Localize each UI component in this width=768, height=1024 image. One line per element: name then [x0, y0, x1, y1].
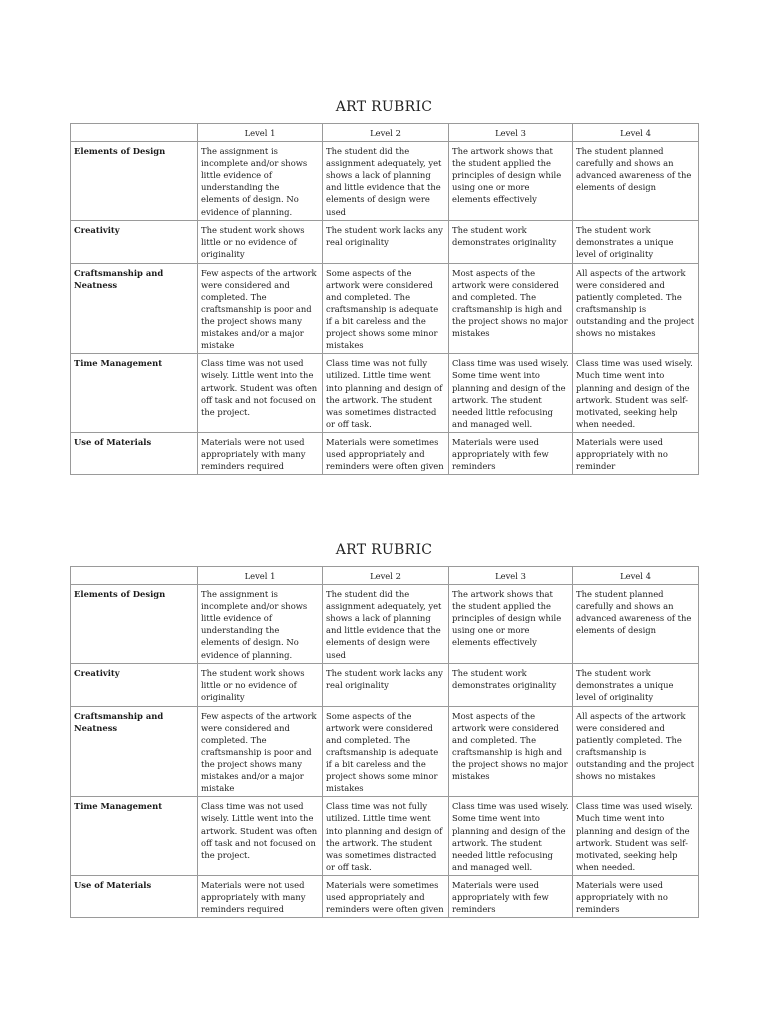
table-row: [71, 263, 699, 354]
criterion-label: Time Management: [71, 354, 198, 433]
level-header: Level 1: [198, 567, 323, 585]
table-cell: The student work demonstrates a unique level of originality: [573, 220, 699, 263]
table-cell: Materials were sometimes used appropriately and reminders were often given: [323, 875, 449, 917]
criterion-label: Elements of Design: [71, 142, 198, 221]
table-cell: The student work demonstrates a unique level of originality: [573, 663, 699, 706]
table-row: [71, 354, 699, 433]
level-header: Level 2: [323, 124, 449, 142]
table-cell: The student planned carefully and shows an advanced awareness of the elements of design: [573, 142, 699, 221]
corner-cell: [71, 124, 198, 142]
table-row: [71, 220, 699, 263]
table-row: [71, 585, 699, 664]
criterion-label: Use of Materials: [71, 432, 198, 474]
rubric-title: ART RUBRIC: [335, 99, 433, 115]
table-cell: Few aspects of the artwork were considered and completed. The craftsmanship is poor and the project shows many mistakes and/or a major mistake: [198, 263, 323, 354]
header-row: [71, 124, 699, 142]
table-cell: The artwork shows that the student applied the principles of design while using one or more elements effectively: [449, 585, 573, 664]
table-cell: Class time was used wisely. Much time went into planning and design of the artwork. Student was self-motivated, seeking help when needed.: [573, 354, 699, 433]
table-cell: Class time was not used wisely. Little went into the artwork. Student was often off task and not focused on the project.: [198, 797, 323, 876]
rubric-table: [70, 123, 699, 475]
table-cell: Materials were not used appropriately with many reminders required: [198, 875, 323, 917]
table-row: [71, 797, 699, 876]
table-row: [71, 663, 699, 706]
table-cell: Materials were used appropriately with no reminders: [573, 875, 699, 917]
level-header: Level 3: [449, 567, 573, 585]
table-cell: The student work shows little or no evidence of originality: [198, 663, 323, 706]
criterion-label: Creativity: [71, 663, 198, 706]
table-cell: Materials were used appropriately with no reminder: [573, 432, 699, 474]
table-cell: Most aspects of the artwork were considered and completed. The craftsmanship is high and the project shows no major mistakes: [449, 706, 573, 797]
criterion-label: Use of Materials: [71, 875, 198, 917]
table-row: [71, 142, 699, 221]
table-cell: All aspects of the artwork were considered and patiently completed. The craftsmanship is outstanding and the project shows no mistakes: [573, 263, 699, 354]
art-rubric-1: [70, 98, 698, 475]
criterion-label: Craftsmanship and Neatness: [71, 263, 198, 354]
table-cell: The assignment is incomplete and/or shows little evidence of understanding the elements of design. No evidence of planning.: [198, 142, 323, 221]
level-header: Level 2: [323, 567, 449, 585]
table-cell: The assignment is incomplete and/or shows little evidence of understanding the elements of design. No evidence of planning.: [198, 585, 323, 664]
table-cell: Class time was used wisely. Some time went into planning and design of the artwork. The student needed little refocusing and managed well.: [449, 797, 573, 876]
rubric-table: [70, 566, 699, 918]
rubric-title: ART RUBRIC: [335, 542, 433, 558]
level-header: Level 4: [573, 567, 699, 585]
table-cell: The student work demonstrates originality: [449, 220, 573, 263]
criterion-label: Elements of Design: [71, 585, 198, 664]
table-row: [71, 706, 699, 797]
table-cell: Class time was not fully utilized. Little time went into planning and design of the artwork. The student was sometimes distracted or off task.: [323, 797, 449, 876]
table-cell: The student work demonstrates originality: [449, 663, 573, 706]
table-cell: Class time was used wisely. Some time went into planning and design of the artwork. The student needed little refocusing and managed well.: [449, 354, 573, 433]
art-rubric-2: [70, 541, 698, 918]
table-cell: The student work lacks any real originality: [323, 220, 449, 263]
table-cell: The student planned carefully and shows an advanced awareness of the elements of design: [573, 585, 699, 664]
table-cell: The artwork shows that the student applied the principles of design while using one or more elements effectively: [449, 142, 573, 221]
table-cell: The student did the assignment adequately, yet shows a lack of planning and little evidence that the elements of design were used: [323, 585, 449, 664]
level-header: Level 3: [449, 124, 573, 142]
header-row: [71, 567, 699, 585]
table-cell: Class time was not fully utilized. Little time went into planning and design of the artwork. The student was sometimes distracted or off task.: [323, 354, 449, 433]
criterion-label: Time Management: [71, 797, 198, 876]
table-row: [71, 432, 699, 474]
table-cell: The student did the assignment adequately, yet shows a lack of planning and little evidence that the elements of design were used: [323, 142, 449, 221]
table-cell: Materials were sometimes used appropriately and reminders were often given: [323, 432, 449, 474]
table-row: [71, 875, 699, 917]
table-cell: The student work shows little or no evidence of originality: [198, 220, 323, 263]
level-header: Level 4: [573, 124, 699, 142]
criterion-label: Creativity: [71, 220, 198, 263]
table-cell: Materials were used appropriately with few reminders: [449, 432, 573, 474]
table-cell: The student work lacks any real originality: [323, 663, 449, 706]
table-cell: Some aspects of the artwork were considered and completed. The craftsmanship is adequate if a bit careless and the project shows some minor mistakes: [323, 263, 449, 354]
table-cell: Materials were not used appropriately with many reminders required: [198, 432, 323, 474]
criterion-label: Craftsmanship and Neatness: [71, 706, 198, 797]
table-cell: Few aspects of the artwork were considered and completed. The craftsmanship is poor and the project shows many mistakes and/or a major mistake: [198, 706, 323, 797]
corner-cell: [71, 567, 198, 585]
table-cell: Class time was used wisely. Much time went into planning and design of the artwork. Student was self-motivated, seeking help when needed.: [573, 797, 699, 876]
table-cell: Most aspects of the artwork were considered and completed. The craftsmanship is high and the project shows no major mistakes: [449, 263, 573, 354]
table-cell: All aspects of the artwork were considered and patiently completed. The craftsmanship is outstanding and the project shows no mistakes: [573, 706, 699, 797]
level-header: Level 1: [198, 124, 323, 142]
table-cell: Some aspects of the artwork were considered and completed. The craftsmanship is adequate if a bit careless and the project shows some minor mistakes: [323, 706, 449, 797]
table-cell: Materials were used appropriately with few reminders: [449, 875, 573, 917]
table-cell: Class time was not used wisely. Little went into the artwork. Student was often off task and not focused on the project.: [198, 354, 323, 433]
